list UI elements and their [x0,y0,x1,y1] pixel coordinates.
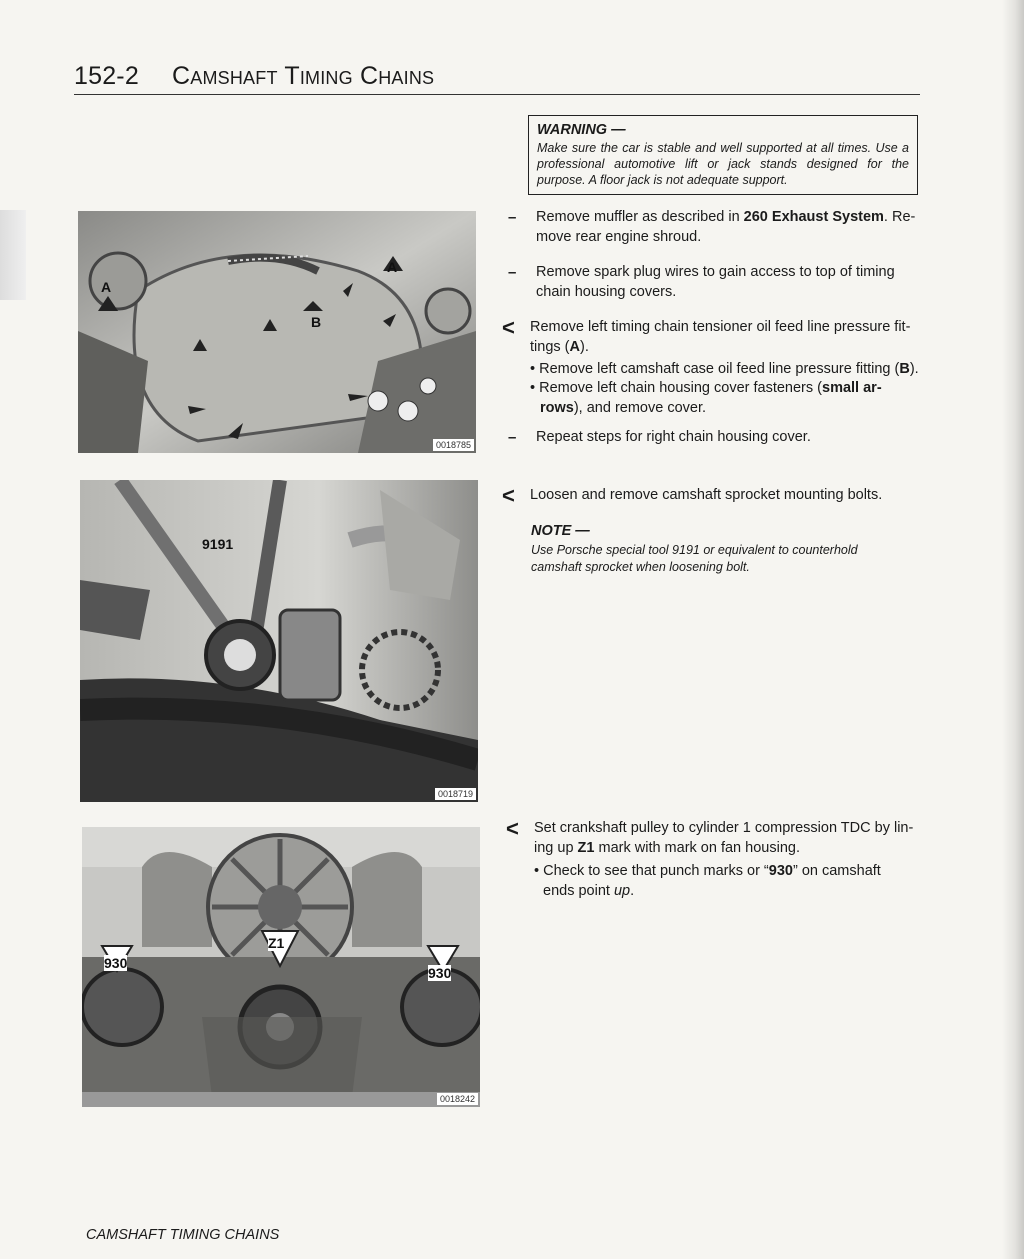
bullet-text: ” on camshaft [792,863,881,879]
step-ref-bold: 260 Exhaust System [743,209,884,225]
label-930-right: 930 [428,965,452,981]
step-ref-bold: A [569,338,580,355]
bullet-text: • Check to see that punch marks or “ [534,863,769,879]
step-text-part: Remove spark plug wires to gain access to top of timing [536,264,895,280]
step-text-part: ing up [534,839,578,856]
bullet-text: ends point [543,882,614,899]
step-text-part: Remove muffler as described in [536,209,744,225]
step-marker: < [502,315,515,340]
label-a-left: A [101,279,112,295]
step-text-part: Set crankshaft pulley to cylinder 1 compression TDC by lin- [534,820,914,836]
step-repeat-right [508,428,920,448]
figure-crankshaft-tdc [82,827,480,1107]
figure-chain-housing-cover [78,211,476,453]
label-tool-9191: 9191 [202,536,234,552]
label-z1: Z1 [268,935,285,951]
step-marker: < [502,483,515,508]
step-text [536,263,920,302]
note-text [531,542,921,576]
step-marker: – [508,429,517,446]
step-text: Repeat steps for right chain housing cover. [536,429,811,445]
step-text-part: tings ( [530,338,570,355]
engine-photo-1-graphic [78,211,476,453]
page-title: Camshaft Timing Chains [172,62,435,90]
bullet-ref-bold: rows [540,399,574,416]
step-set-crankshaft-tdc [506,816,926,859]
bullet-text: • Remove left chain housing cover fasteners ( [530,380,822,396]
label-a-right: A [387,259,398,275]
step-remove-spark-plug-wires [508,263,920,303]
bullet-ref-bold: B [899,361,910,377]
step-text: Loosen and remove camshaft sprocket mounting bolts. [530,487,883,503]
step-loosen-sprocket-bolts [502,483,920,508]
bullet-text: ). [909,361,919,377]
step-marker: – [508,209,517,226]
warning-box [528,115,918,195]
engine-photo-3-graphic [82,827,480,1107]
page-header [74,60,920,95]
step-text [530,318,920,357]
step-ref-bold: Z1 [577,839,595,856]
page-number: 152-2 [74,62,139,90]
step-marker: – [508,264,517,281]
bullet-remove-cover-fasteners [530,379,922,418]
step-remove-muffler [508,208,920,248]
page-footer: CAMSHAFT TIMING CHAINS [86,1227,280,1243]
step-text [536,208,920,247]
figure-id: 0018785 [433,439,474,451]
engine-photo-2-graphic [80,480,478,802]
label-930-left: 930 [104,955,128,971]
step-text [534,819,926,858]
warning-text: Make sure the car is stable and well supported at all times. Use a professional automotive lift or jack stands designed for the purpose. A floor jack is not adequate support. [537,141,909,187]
bullet-indent [530,400,706,416]
page-edge-shadow [1002,0,1024,1259]
bullet-italic: up [613,882,631,899]
bullet-ref-bold: 930 [768,863,793,879]
bullet-check-punch-marks [534,862,924,901]
section-tab-shadow [0,210,26,300]
note-line: camshaft sprocket when loosening bolt. [531,560,750,574]
figure-id: 0018242 [437,1093,478,1105]
note-line: Use Porsche special tool 9191 or equivalent to counterhold [531,543,858,557]
bullet-text: ), and remove cover. [573,399,707,416]
step-marker: < [506,816,519,841]
bullet-ref-bold: small ar- [822,380,882,396]
step-text-part: ). [579,338,589,355]
bullet-text: • Remove left camshaft case oil feed line pressure fitting ( [530,361,900,377]
step-text-part: chain housing covers. [536,283,677,300]
step-text-part: move rear engine shroud. [536,228,702,245]
bullet-indent [534,883,634,899]
warning-title: WARNING — [537,122,626,138]
step-text-part: Remove left timing chain tensioner oil feed line pressure fit- [530,319,911,335]
label-b: B [311,314,322,330]
figure-sprocket-tool [80,480,478,802]
step-remove-tensioner-fittings [502,315,920,358]
note-title: NOTE — [531,523,590,539]
figure-id: 0018719 [435,788,476,800]
step-text-part: . Re- [883,209,916,225]
bullet-text: . [630,882,635,899]
step-text-part: mark with mark on fan housing. [594,839,800,856]
bullet-remove-camshaft-fitting [530,360,922,380]
